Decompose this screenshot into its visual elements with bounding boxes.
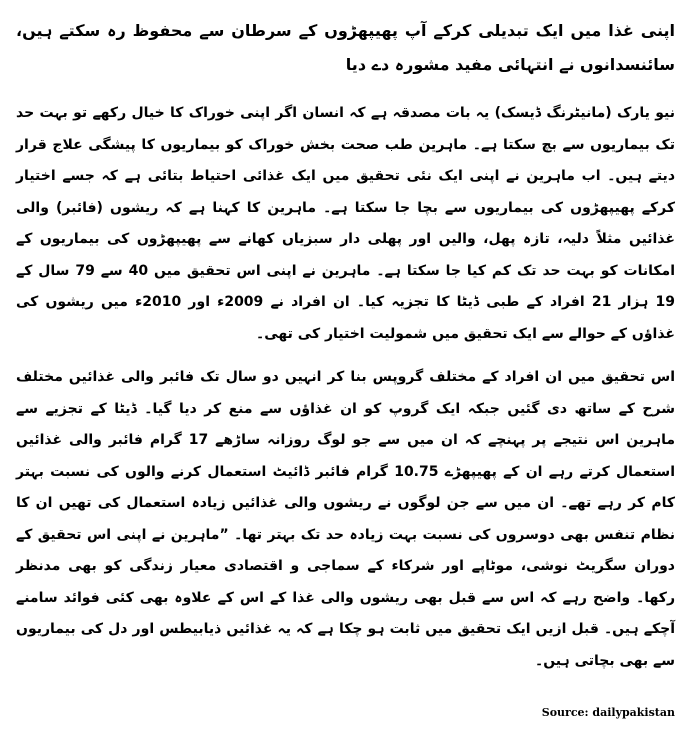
article-headline: اپنی غذا میں ایک تبدیلی کرکے آپ پھیپھڑوں کے سرطان سے محفوظ رہ سکتے ہیں، سائنسدانوں نے انتہائی مفید مشورہ دے دیا <box>16 21 675 74</box>
article-paragraph-1: نیو یارک (مانیٹرنگ ڈیسک) یہ بات مصدقہ ہے کہ انسان اگر اپنی خوراک کا خیال رکھے تو بہت حد تک بیماریوں سے بچ سکتا ہے۔ ماہرین طب صحت بخش خوراک کو بیماریوں کا پیشگی علاج قرار دیتے ہیں۔ اب ماہرین نے اپنی ایک نئی تحقیق میں ایک غذائی احتیاط بتائی ہے کہ جسے اختیار کرکے پھیپھڑوں کی بیماریوں سے بچا جا سکتا ہے۔ ماہرین کا کہنا ہے کہ ریشوں (فائبر) والی غذائیں مثلاً دلیہ، تازہ پھل، والیں اور پھلی دار سبزیاں کھانے سے پھیپھڑوں کی بیماریوں کے امکانات کو بہت حد تک کم کیا جا سکتا ہے۔ ماہرین نے اپنی اس تحقیق میں 40 سے 79 سال کے 19 ہزار 21 افراد کے طبی ڈیٹا کا تجزیہ کیا۔ ان افراد نے 2009ء اور 2010ء میں ریشوں کی غذاؤں کے حوالے سے ایک تحقیق میں شمولیت اختیار کی تھی۔ <box>16 105 675 342</box>
article-paragraph-2: اس تحقیق میں ان افراد کے مختلف گروپس بنا کر انہیں دو سال تک فائبر والی غذائیں مختلف شرح کے ساتھ دی گئیں جبکہ ایک گروپ کو ان غذاؤں سے منع کر دیا گیا۔ ڈیٹا کے تجزیے سے ماہرین اس نتیجے پر پہنچے کہ ان میں سے جو لوگ روزانہ ساڑھے 17 گرام فائبر والی غذائیں استعمال کرتے رہے ان کے پھیپھڑے 10.75 گرام فائبر ڈائیٹ استعمال کرنے والوں کی نسبت بہتر کام کر رہے تھے۔ ان میں سے جن لوگوں نے ریشوں والی غذائیں زیادہ استعمال کی تھیں ان کا نظام تنفس بھی دوسروں کی نسبت بہت زیادہ حد تک بہتر تھا۔ ”ماہرین نے اپنی اس تحقیق کے دوران سگریٹ نوشی، موٹاپے اور شرکاء کے سماجی و اقتصادی معیار زندگی کو بھی مدنظر رکھا۔ واضح رہے کہ اس سے قبل بھی ریشوں والی غذا کے اس کے علاوہ بھی کئی فوائد سامنے آچکے ہیں۔ قبل ازیں ایک تحقیق میں ثابت ہو چکا ہے کہ یہ غذائیں ذیابیطس اور دل کی بیماریوں سے بھی بچاتی ہیں۔ <box>16 369 676 669</box>
source-credit: Source: dailypakistan <box>541 706 675 719</box>
